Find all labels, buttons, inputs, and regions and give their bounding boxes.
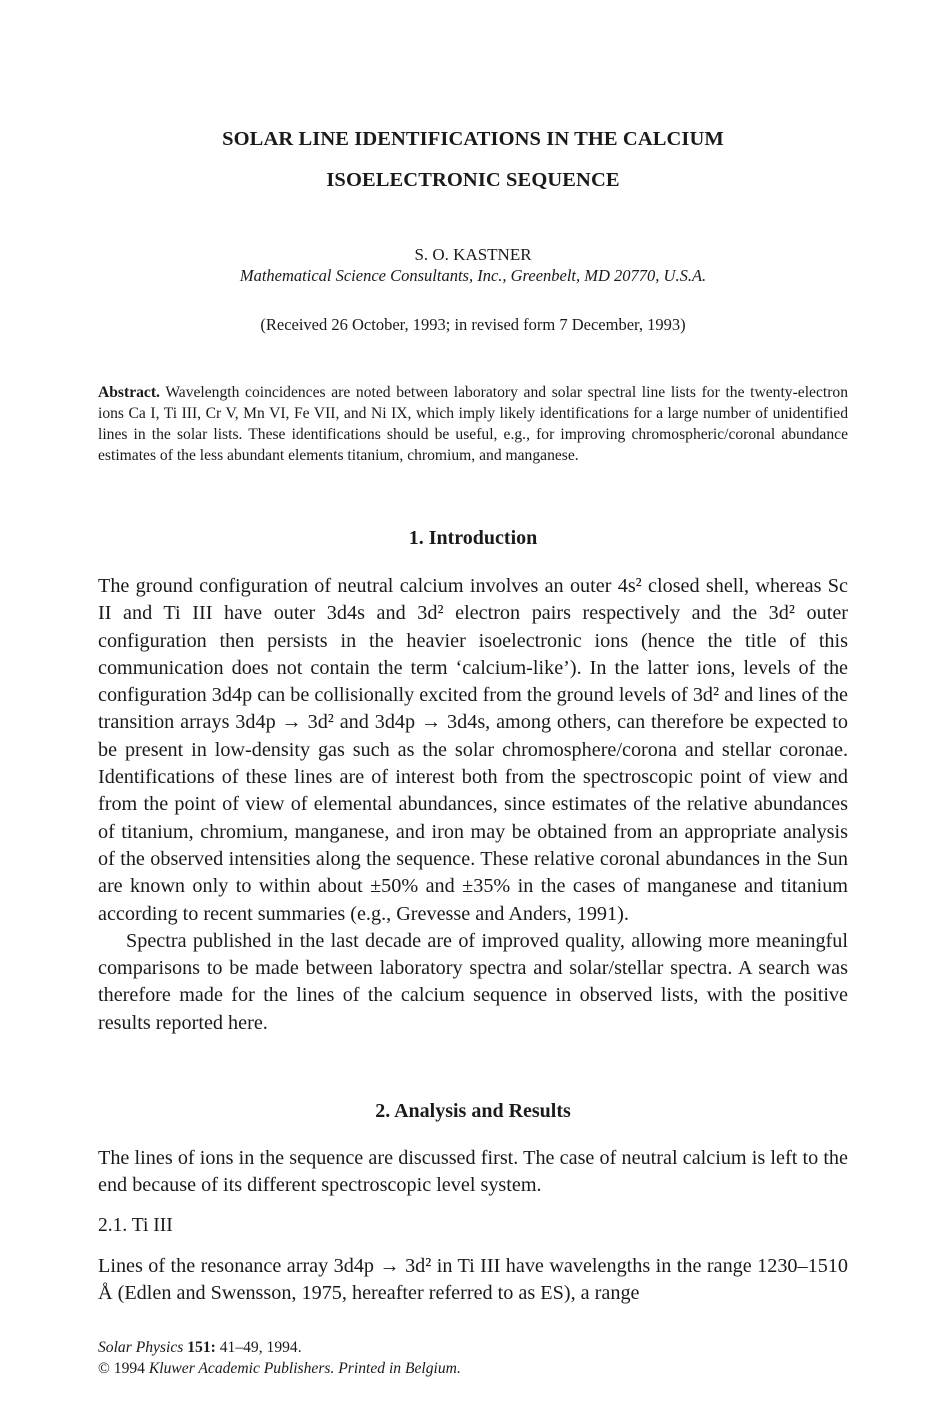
abstract-text: Wavelength coincidences are noted between laboratory and solar spectral line lists for the twenty-electron ions Ca I, Ti III, Cr V, Mn VI, Fe VII, and Ni IX, which imply likely identifications for a large number of unidentified lines in the solar lists. These identifications should be useful, e.g., for improving chromospheric/coronal abundance estimates of the less abundant elements titanium, chromium, and manganese.: [98, 384, 848, 464]
abstract-label: Abstract.: [98, 384, 160, 401]
paragraph: The lines of ions in the sequence are discussed first. The case of neutral calcium is left to the end because of its different spectroscopic level system.: [98, 1147, 848, 1197]
received-dates: (Received 26 October, 1993; in revised form 7 December, 1993): [260, 315, 686, 334]
paper-title-line2: ISOELECTRONIC SEQUENCE: [326, 169, 620, 191]
journal-volume: 151:: [187, 1339, 216, 1356]
copyright-symbol: ©: [98, 1360, 110, 1377]
journal-citation: [98, 1337, 461, 1358]
author: S. O. KASTNER: [414, 245, 532, 264]
footer: [98, 1337, 461, 1379]
subsection-heading: 2.1. Ti III: [98, 1215, 173, 1236]
paragraph: Spectra published in the last decade are of improved quality, allowing more meaningful comparisons to be made between laboratory spectra and solar/stellar spectra. A search was therefore made for the lines of the calcium sequence in observed lists, with the positive results reported here.: [98, 929, 848, 1034]
publisher: Kluwer Academic Publishers. Printed in Belgium.: [148, 1360, 461, 1377]
paragraph: The ground configuration of neutral calcium involves an outer 4s² closed shell, whereas Sc II and Ti III have outer 3d4s and 3d² electron pairs respectively and the 3d² outer configuration then persists in the heavier isoelectronic ions (hence the title of this communication does not contain the term ‘calcium-like’). In the latter ions, levels of the configuration 3d4p can be collisionally excited from the ground levels of 3d² and lines of the transition arrays 3d4p → 3d² and 3d4p → 3d4s, among others, can therefore be expected to be present in low-density gas such as the solar chromosphere/corona and stellar coronae. Identifications of these lines are of interest both from the spectroscopic point of view and from the point of view of elemental abundances, since estimates of the relative abundances of titanium, chromium, manganese, and iron may be obtained from an appropriate analysis of the observed intensities along the sequence. These relative coronal abundances in the Sun are known only to within about ±50% and ±35% in the cases of manganese and titanium according to recent summaries (e.g., Grevesse and Anders, 1991).: [98, 575, 848, 925]
introduction-body: [98, 573, 848, 1037]
paper-title-line1: SOLAR LINE IDENTIFICATIONS IN THE CALCIUM: [222, 128, 724, 150]
copyright-line: [98, 1358, 461, 1379]
journal-pages: 41–49, 1994.: [219, 1339, 302, 1356]
affiliation: Mathematical Science Consultants, Inc., Greenbelt, MD 20770, U.S.A.: [239, 266, 707, 285]
abstract: [98, 382, 848, 466]
section-heading-analysis: 2. Analysis and Results: [375, 1100, 571, 1122]
paragraph: Lines of the resonance array 3d4p → 3d² in Ti III have wavelengths in the range 1230–1510 Å (Edlen and Swensson, 1975, hereafter referred to as ES), a range: [98, 1255, 848, 1305]
section-heading-introduction: 1. Introduction: [408, 527, 538, 549]
analysis-body: [98, 1145, 848, 1200]
subsection-body: [98, 1253, 848, 1308]
copyright-year: 1994: [113, 1360, 145, 1377]
journal-name: Solar Physics: [98, 1339, 184, 1356]
